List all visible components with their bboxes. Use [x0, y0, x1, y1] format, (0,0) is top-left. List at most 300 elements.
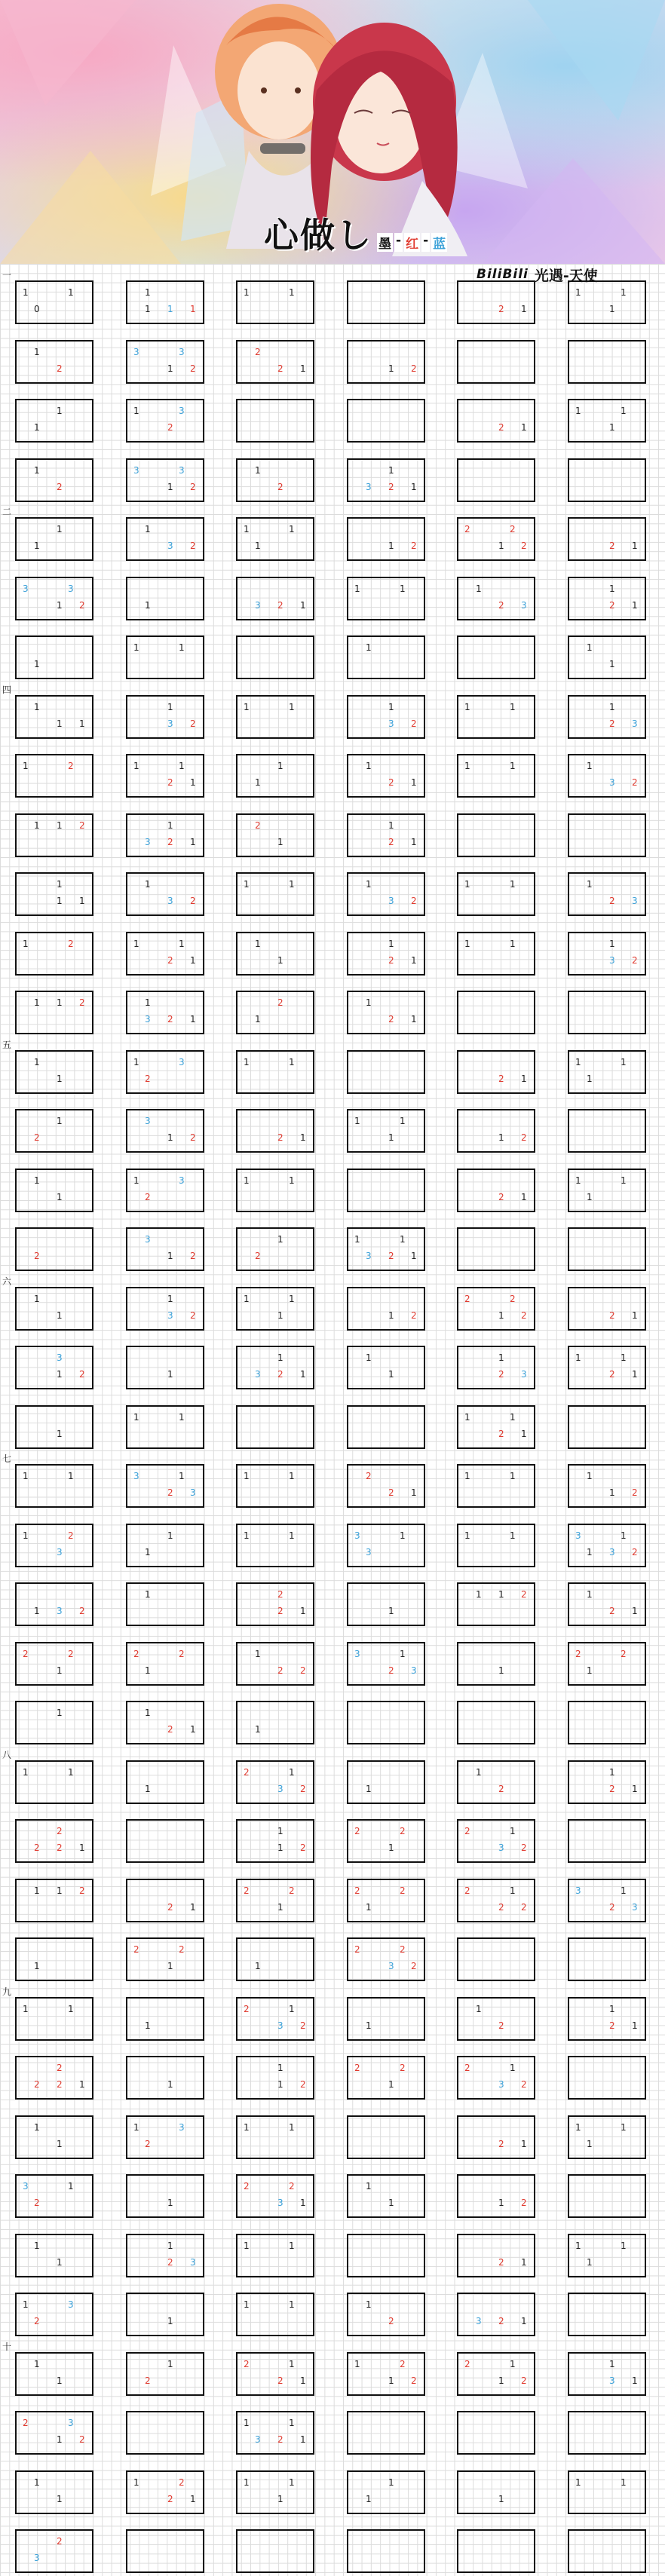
tab-note: 2 [57, 1842, 63, 1853]
tab-box [236, 2234, 314, 2277]
tab-note: 1 [167, 2358, 173, 2369]
tab-note: 1 [277, 2079, 283, 2090]
tab-note: 2 [498, 1783, 504, 1794]
tab-box [457, 932, 535, 976]
tab-note: 1 [68, 287, 74, 298]
tab-note: 2 [79, 1369, 85, 1380]
tab-note: 3 [68, 2418, 74, 2428]
tab-note: 1 [300, 2198, 306, 2208]
tab-note: 2 [34, 1842, 40, 1853]
tab-box [236, 695, 314, 739]
tab-note: 1 [388, 1606, 394, 1616]
tab-note: 1 [145, 1589, 151, 1600]
tab-box [126, 340, 204, 384]
tab-note: 2 [498, 304, 504, 314]
tab-box [457, 813, 535, 857]
tab-box [568, 1937, 646, 1981]
tab-note: 1 [621, 2240, 627, 2251]
tab-note: 1 [57, 1369, 63, 1380]
tab-note: 2 [521, 2079, 527, 2090]
tab-note: 2 [498, 1901, 504, 1913]
tab-note: 1 [575, 2121, 581, 2133]
tab-box [15, 2411, 93, 2455]
tab-note: 1 [68, 2181, 74, 2192]
tab-box [347, 1524, 425, 1567]
tab-note: 1 [289, 1766, 295, 1778]
tab-note: 1 [289, 524, 295, 534]
tab-note: 2 [632, 1487, 638, 1498]
tab-note: 1 [190, 954, 196, 966]
tab-note: 1 [621, 287, 627, 298]
tab-note: 1 [133, 642, 139, 653]
tab-note: 1 [23, 1471, 29, 1481]
tab-note: 1 [289, 1175, 295, 1186]
tab-note: 1 [510, 1826, 516, 1836]
tab-note: 1 [366, 1783, 372, 1794]
tab-box [236, 1346, 314, 1389]
tab-box [236, 1169, 314, 1212]
tab-note: 1 [388, 1309, 394, 1321]
tab-box [568, 399, 646, 443]
tab-note: 1 [277, 1352, 283, 1363]
tab-note: 2 [388, 954, 394, 966]
tab-note: 3 [476, 2316, 482, 2326]
tab-note: 3 [354, 1530, 360, 1541]
tab-note: 2 [190, 1251, 196, 1261]
tab-box [236, 1464, 314, 1508]
tab-note: 1 [244, 2476, 250, 2488]
tab-note: 1 [145, 524, 151, 534]
tab-note: 1 [521, 1428, 527, 1439]
tab-box [457, 872, 535, 916]
tab-box [236, 1642, 314, 1686]
tab-note: 2 [277, 363, 283, 374]
tab-note: 3 [145, 836, 151, 847]
page-title: 心做し [264, 215, 372, 256]
tab-box [568, 1701, 646, 1744]
tab-note: 2 [411, 718, 417, 729]
tab-note: 1 [57, 718, 63, 729]
tab-note: 2 [79, 997, 85, 1008]
tab-box [568, 991, 646, 1034]
tab-note: 2 [300, 1665, 306, 1676]
tab-box [347, 695, 425, 739]
tab-note: 3 [179, 1056, 185, 1067]
tab-box [347, 1582, 425, 1626]
tab-box [236, 2115, 314, 2159]
tab-note: 1 [609, 701, 615, 712]
tab-note: 2 [289, 2181, 295, 2192]
tab-note: 2 [521, 1901, 527, 1913]
tab-note: 1 [34, 422, 40, 433]
tab-note: 2 [354, 2063, 360, 2073]
tab-box [568, 1227, 646, 1271]
tab-note: 1 [255, 1961, 261, 1971]
tab-box [568, 280, 646, 324]
tab-box [126, 872, 204, 916]
tab-note: 1 [521, 2316, 527, 2326]
tab-box [126, 932, 204, 976]
tab-box [347, 399, 425, 443]
tab-note: 1 [255, 777, 261, 788]
tab-note: 3 [57, 1546, 63, 1558]
tab-box [568, 1582, 646, 1626]
tab-box [236, 1405, 314, 1449]
tab-note: 1 [354, 583, 360, 594]
tab-note: 1 [57, 2493, 63, 2504]
tab-box [15, 754, 93, 798]
tab-note: 2 [244, 2358, 250, 2369]
tab-note: 1 [255, 1724, 261, 1735]
tab-note: 1 [300, 1606, 306, 1616]
tab-box [568, 872, 646, 916]
tab-note: 1 [289, 1471, 295, 1481]
tab-box [15, 1642, 93, 1686]
tab-box [126, 1760, 204, 1804]
tab-box [457, 2056, 535, 2100]
tab-note: 1 [277, 954, 283, 966]
tab-box [236, 1760, 314, 1804]
tab-box [236, 1227, 314, 1271]
tab-box [126, 280, 204, 324]
tab-note: 1 [366, 2299, 372, 2310]
tab-note: 1 [34, 1961, 40, 1971]
subtitle-char: 红 [404, 233, 420, 252]
tab-note: 1 [388, 541, 394, 551]
tab-box [457, 695, 535, 739]
tab-note: 1 [57, 1116, 63, 1126]
tab-note: 1 [79, 718, 85, 729]
tab-note: 3 [632, 1901, 638, 1913]
tab-note: 2 [498, 422, 504, 433]
subtitle-char: 墨 [377, 233, 393, 252]
tab-note: 3 [190, 1487, 196, 1498]
tab-note: 2 [609, 1309, 615, 1321]
tab-box [15, 1819, 93, 1863]
tab-note: 1 [277, 761, 283, 771]
tab-box [126, 1524, 204, 1567]
tab-box [126, 1287, 204, 1331]
tab-box [236, 991, 314, 1034]
tab-note: 1 [34, 1885, 40, 1896]
tab-box [126, 1582, 204, 1626]
tab-box [15, 2234, 93, 2277]
tab-note: 1 [300, 2434, 306, 2445]
tab-box [457, 2234, 535, 2277]
tab-note: 3 [167, 896, 173, 906]
tab-note: 1 [57, 1309, 63, 1321]
tab-box [568, 1642, 646, 1686]
tab-box [126, 1701, 204, 1744]
tab-note: 2 [400, 1885, 406, 1896]
tab-note: 1 [68, 1766, 74, 1778]
tab-note: 2 [277, 1369, 283, 1380]
tab-note: 1 [289, 2418, 295, 2428]
tab-note: 1 [34, 1175, 40, 1186]
tab-note: 1 [244, 701, 250, 712]
tab-note: 1 [609, 304, 615, 314]
tab-note: 1 [289, 1056, 295, 1067]
tab-note: 1 [510, 1471, 516, 1481]
tab-box [126, 636, 204, 679]
tab-note: 1 [388, 1369, 394, 1380]
tab-note: 2 [277, 1589, 283, 1600]
tab-box [126, 991, 204, 1034]
tab-note: 1 [609, 2003, 615, 2014]
tab-box [457, 1109, 535, 1153]
tab-note: 1 [587, 1589, 593, 1600]
platform-label: BiliBili [477, 267, 529, 282]
tab-box [126, 695, 204, 739]
tab-note: 1 [587, 1073, 593, 1084]
section-label: 九 [2, 1986, 12, 1997]
tab-note: 1 [34, 2476, 40, 2488]
tab-box [236, 1879, 314, 1922]
tab-box [126, 1464, 204, 1508]
tab-note: 3 [23, 583, 29, 594]
tab-note: 2 [277, 1665, 283, 1676]
tab-box [347, 813, 425, 857]
tab-note: 1 [476, 1766, 482, 1778]
tab-note: 2 [57, 363, 63, 374]
tab-note: 1 [587, 1191, 593, 1202]
tab-note: 2 [400, 2063, 406, 2073]
tab-note: 2 [79, 819, 85, 831]
tab-note: 1 [388, 2375, 394, 2386]
tab-box [15, 872, 93, 916]
tab-note: 2 [632, 954, 638, 966]
tab-note: 1 [277, 1309, 283, 1321]
tab-note: 2 [289, 1885, 295, 1896]
tab-note: 1 [23, 1530, 29, 1541]
subtitle-char: - [421, 233, 430, 252]
tab-note: 1 [23, 2299, 29, 2310]
tab-note: 1 [521, 304, 527, 314]
tab-note: 2 [57, 1826, 63, 1836]
tab-note: 1 [57, 1191, 63, 1202]
tab-box [15, 2056, 93, 2100]
tab-note: 2 [521, 1589, 527, 1600]
tab-note: 1 [388, 1132, 394, 1143]
tab-note: 2 [133, 1648, 139, 1659]
tab-note: 1 [244, 1471, 250, 1481]
tab-note: 2 [255, 1251, 261, 1261]
tab-note: 1 [289, 701, 295, 712]
tab-box [236, 1937, 314, 1981]
tab-box [347, 1287, 425, 1331]
tab-note: 1 [510, 879, 516, 890]
tab-note: 1 [498, 2198, 504, 2208]
section-label: 五 [2, 1039, 12, 1050]
tab-note: 3 [498, 1842, 504, 1853]
tab-box [347, 636, 425, 679]
tab-note: 1 [57, 819, 63, 831]
tab-box [568, 1169, 646, 1212]
tab-box [126, 1169, 204, 1212]
tab-note: 1 [23, 287, 29, 298]
tab-box [15, 695, 93, 739]
tab-note: 1 [34, 819, 40, 831]
tab-note: 1 [411, 1487, 417, 1498]
tab-note: 2 [388, 1251, 394, 1261]
tab-note: 1 [190, 1014, 196, 1025]
tab-box [568, 2174, 646, 2218]
tab-box [236, 2529, 314, 2573]
tab-note: 1 [34, 997, 40, 1008]
tab-note: 1 [575, 1352, 581, 1363]
tab-box [457, 2115, 535, 2159]
tab-box [236, 2174, 314, 2218]
tab-note: 2 [464, 2063, 470, 2073]
tab-note: 1 [57, 524, 63, 534]
tab-box [236, 340, 314, 384]
tab-note: 1 [34, 701, 40, 712]
tab-box [347, 1701, 425, 1744]
tab-note: 2 [244, 1766, 250, 1778]
tab-note: 1 [632, 541, 638, 551]
tab-note: 1 [34, 2358, 40, 2369]
tab-note: 3 [411, 1665, 417, 1676]
tab-note: 1 [289, 2240, 295, 2251]
tab-box [568, 1464, 646, 1508]
tab-note: 1 [521, 2256, 527, 2268]
tab-box [457, 1642, 535, 1686]
tab-box [568, 2470, 646, 2514]
tab-note: 2 [190, 363, 196, 374]
tab-box [457, 2174, 535, 2218]
tab-box [347, 2174, 425, 2218]
tab-box [126, 458, 204, 502]
tab-note: 1 [411, 954, 417, 966]
tab-note: 1 [34, 1606, 40, 1616]
tab-note: 1 [632, 2375, 638, 2386]
tab-note: 1 [23, 1766, 29, 1778]
tab-note: 2 [621, 1648, 627, 1659]
tab-note: 1 [244, 2121, 250, 2133]
tab-note: 1 [57, 1428, 63, 1439]
tab-note: 2 [498, 1191, 504, 1202]
tab-note: 1 [632, 1309, 638, 1321]
tab-note: 2 [167, 1487, 173, 1498]
tab-note: 1 [575, 406, 581, 416]
tab-box [126, 2056, 204, 2100]
tab-note: 2 [521, 2198, 527, 2208]
tab-note: 1 [167, 1369, 173, 1380]
tab-note: 2 [277, 1606, 283, 1616]
tab-note: 2 [388, 1014, 394, 1025]
tab-note: 3 [179, 346, 185, 357]
tab-note: 1 [521, 1073, 527, 1084]
tab-note: 2 [498, 2138, 504, 2149]
tab-box [568, 1524, 646, 1567]
tab-note: 1 [587, 2138, 593, 2149]
tab-note: 1 [587, 761, 593, 771]
tab-note: 1 [632, 1783, 638, 1794]
tab-box [236, 577, 314, 620]
tab-note: 3 [277, 2198, 283, 2208]
tab-box [236, 1050, 314, 1094]
tab-note: 1 [400, 1234, 406, 1245]
tab-note: 2 [400, 1826, 406, 1836]
tab-note: 1 [255, 541, 261, 551]
tab-note: 1 [289, 1530, 295, 1541]
section-label: 八 [2, 1749, 12, 1760]
tab-note: 2 [609, 2020, 615, 2031]
tab-note: 3 [277, 2020, 283, 2031]
tab-note: 1 [57, 1665, 63, 1676]
tab-note: 2 [400, 1944, 406, 1955]
tab-box [15, 2115, 93, 2159]
tab-box [15, 1582, 93, 1626]
tab-note: 2 [510, 524, 516, 534]
tab-note: 1 [300, 1369, 306, 1380]
tab-note: 1 [621, 1530, 627, 1541]
tab-box [568, 1287, 646, 1331]
tab-box [347, 1997, 425, 2041]
tab-note: 1 [510, 1885, 516, 1896]
tab-note: 1 [68, 1471, 74, 1481]
tab-box [457, 2293, 535, 2336]
tab-box [347, 1464, 425, 1508]
tab-note: 1 [366, 2020, 372, 2031]
tab-box [568, 517, 646, 561]
subtitle-char: 蓝 [431, 233, 447, 252]
tab-note: 2 [498, 599, 504, 611]
tab-box [568, 1109, 646, 1153]
subtitle-char: - [394, 233, 403, 252]
tab-box [347, 872, 425, 916]
tab-note: 2 [277, 599, 283, 611]
tab-box [15, 1524, 93, 1567]
tab-note: 1 [244, 2240, 250, 2251]
tab-box [236, 2056, 314, 2100]
tab-note: 1 [632, 1606, 638, 1616]
tab-note: 1 [510, 938, 516, 949]
tab-note: 2 [57, 2079, 63, 2090]
tab-note: 2 [300, 2020, 306, 2031]
tab-note: 1 [366, 1352, 372, 1363]
tab-note: 3 [190, 2256, 196, 2268]
tab-note: 2 [244, 1885, 250, 1896]
tab-box [457, 1050, 535, 1094]
tab-note: 1 [366, 2181, 372, 2192]
tab-note: 1 [145, 2020, 151, 2031]
tab-box [15, 517, 93, 561]
tab-note: 1 [388, 938, 394, 949]
tab-note: 1 [57, 1708, 63, 1718]
tab-note: 2 [388, 777, 394, 788]
tab-note: 1 [277, 2493, 283, 2504]
tab-note: 2 [498, 2256, 504, 2268]
tab-box [347, 1050, 425, 1094]
tab-box [568, 577, 646, 620]
tab-note: 1 [57, 2375, 63, 2386]
tab-note: 2 [277, 2375, 283, 2386]
tab-box [236, 1701, 314, 1744]
tab-box [347, 2234, 425, 2277]
tab-note: 2 [388, 1487, 394, 1498]
tab-note: 1 [190, 1901, 196, 1913]
tab-box [15, 1287, 93, 1331]
tab-note: 1 [255, 464, 261, 476]
tab-note: 1 [133, 2476, 139, 2488]
tab-box [568, 2529, 646, 2573]
tab-box [457, 1524, 535, 1567]
section-label: 四 [2, 684, 12, 695]
tab-box [126, 2411, 204, 2455]
tab-note: 3 [277, 1783, 283, 1794]
tab-note: 2 [57, 2063, 63, 2073]
